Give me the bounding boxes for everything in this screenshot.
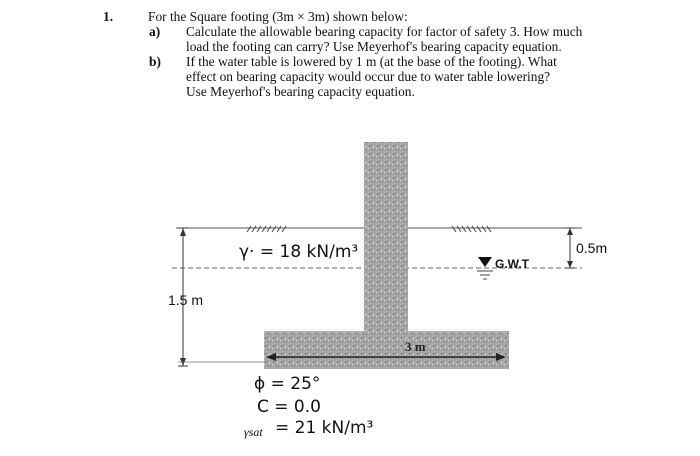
gwt-label: G.W.T	[495, 257, 529, 271]
part-b-marker: b)	[149, 54, 161, 69]
footing-column	[364, 142, 408, 332]
footing-base	[264, 331, 509, 369]
part-b-line-3: Use Meyerhof's bearing capacity equation.	[186, 84, 415, 99]
part-b-line-2: effect on bearing capacity would occur due to water table lowering?	[186, 69, 551, 84]
part-a-line-2: load the footing can carry? Use Meyerhof's bearing capacity equation.	[186, 39, 562, 54]
part-a-line-1: Calculate the allowable bearing capacity for factor of safety 3. How much	[186, 24, 583, 39]
ground-hatch-left	[247, 226, 286, 232]
phi-label: ϕ = 25°	[254, 374, 321, 394]
gamma-sat-value: = 21 kN/m³	[275, 418, 374, 438]
part-b-line-1: If the water table is lowered by 1 m (at the base of the footing). What	[186, 54, 557, 69]
part-a-marker: a)	[149, 24, 161, 39]
question-number: 1.	[103, 9, 114, 24]
depth-label: 1.5 m	[168, 292, 204, 308]
ground-hatch-right	[452, 226, 491, 232]
gamma-sat-symbol: γsat	[244, 425, 263, 439]
footing-width-label: 3 m	[405, 339, 426, 354]
water-table-depth-label: 0.5m	[576, 240, 608, 256]
unit-weight-value: = 18 kN/m³	[259, 242, 359, 262]
unit-weight-symbol: γ·	[239, 242, 255, 262]
question-intro: For the Square footing (3m × 3m) shown below:	[148, 9, 408, 24]
cohesion-label: C = 0.0	[257, 397, 321, 417]
